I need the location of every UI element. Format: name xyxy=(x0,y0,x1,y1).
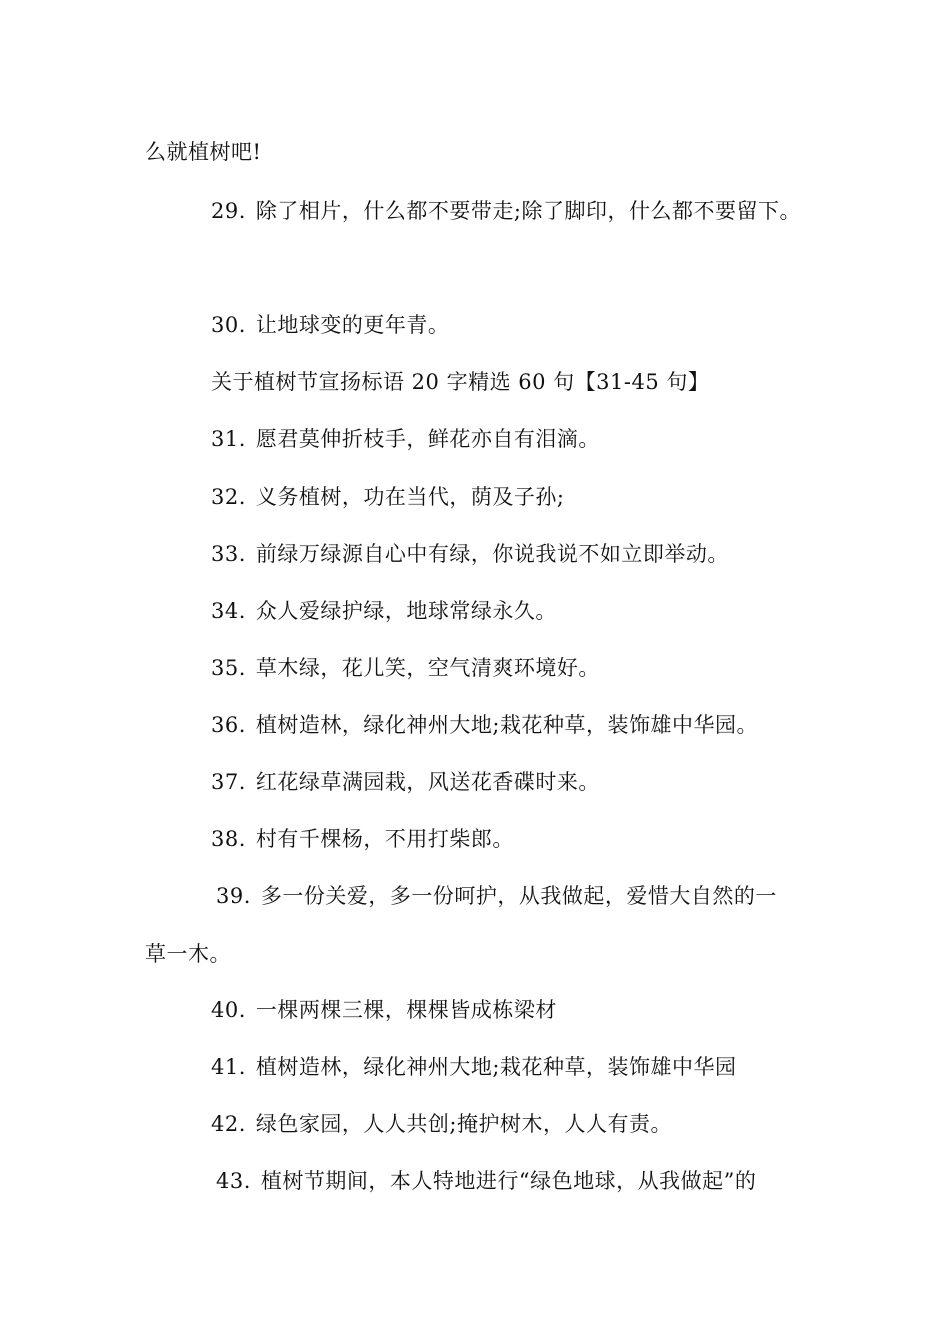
line-text: 么就植树吧! xyxy=(145,140,262,164)
item-number: 30. xyxy=(211,313,246,337)
list-item xyxy=(211,311,449,339)
item-text: 义务植树，功在当代，荫及子孙; xyxy=(255,485,565,509)
list-item xyxy=(211,1053,736,1081)
item-number: 37. xyxy=(211,770,246,794)
item-text: 绿色家园，人人共创;掩护树木，人人有责。 xyxy=(255,1112,672,1136)
item-number: 31. xyxy=(211,427,246,451)
item-number: 36. xyxy=(211,713,246,737)
text-line xyxy=(145,940,231,968)
item-number: 38. xyxy=(211,827,246,851)
list-item xyxy=(211,483,564,511)
list-item xyxy=(216,1167,756,1195)
list-item xyxy=(211,1110,672,1138)
item-text: 植树造林，绿化神州大地;栽花种草，装饰雄中华园 xyxy=(255,1055,737,1079)
item-text: 草木绿，花儿笑，空气清爽环境好。 xyxy=(255,656,600,680)
text-line xyxy=(145,138,261,166)
section-heading xyxy=(211,368,709,396)
item-number: 43. xyxy=(216,1169,251,1193)
item-number: 42. xyxy=(211,1112,246,1136)
item-text: 红花绿草满园栽，风送花香碟时来。 xyxy=(255,770,600,794)
heading-text: 关于植树节宣扬标语 20 字精选 60 句【31-45 句】 xyxy=(211,370,710,394)
item-number: 41. xyxy=(211,1055,246,1079)
item-text: 多一份关爱，多一份呵护，从我做起，爱惜大自然的一 xyxy=(260,884,777,908)
item-number: 32. xyxy=(211,485,246,509)
list-item xyxy=(211,768,600,796)
item-number: 33. xyxy=(211,542,246,566)
list-item xyxy=(211,425,600,453)
list-item xyxy=(211,540,729,568)
item-number: 29. xyxy=(211,199,246,223)
item-number: 40. xyxy=(211,998,246,1022)
item-text: 植树节期间，本人特地进行“绿色地球，从我做起”的 xyxy=(260,1169,757,1193)
item-number: 39. xyxy=(216,884,251,908)
list-item xyxy=(211,996,557,1024)
item-text: 前绿万绿源自心中有绿，你说我说不如立即举动。 xyxy=(255,542,729,566)
list-item xyxy=(211,711,758,739)
list-item xyxy=(211,825,514,853)
item-number: 34. xyxy=(211,599,246,623)
item-text: 众人爱绿护绿，地球常绿永久。 xyxy=(255,599,557,623)
line-text: 草一木。 xyxy=(145,942,231,966)
list-item xyxy=(211,197,801,225)
item-text: 让地球变的更年青。 xyxy=(255,313,450,337)
list-item xyxy=(211,597,557,625)
item-text: 除了相片，什么都不要带走;除了脚印，什么都不要留下。 xyxy=(255,199,801,223)
list-item xyxy=(216,882,777,910)
item-text: 一棵两棵三棵，棵棵皆成栋梁材 xyxy=(255,998,557,1022)
item-number: 35. xyxy=(211,656,246,680)
item-text: 植树造林，绿化神州大地;栽花种草，装饰雄中华园。 xyxy=(255,713,758,737)
item-text: 愿君莫伸折枝手，鲜花亦自有泪滴。 xyxy=(255,427,600,451)
list-item xyxy=(211,654,600,682)
item-text: 村有千棵杨，不用打柴郎。 xyxy=(255,827,514,851)
